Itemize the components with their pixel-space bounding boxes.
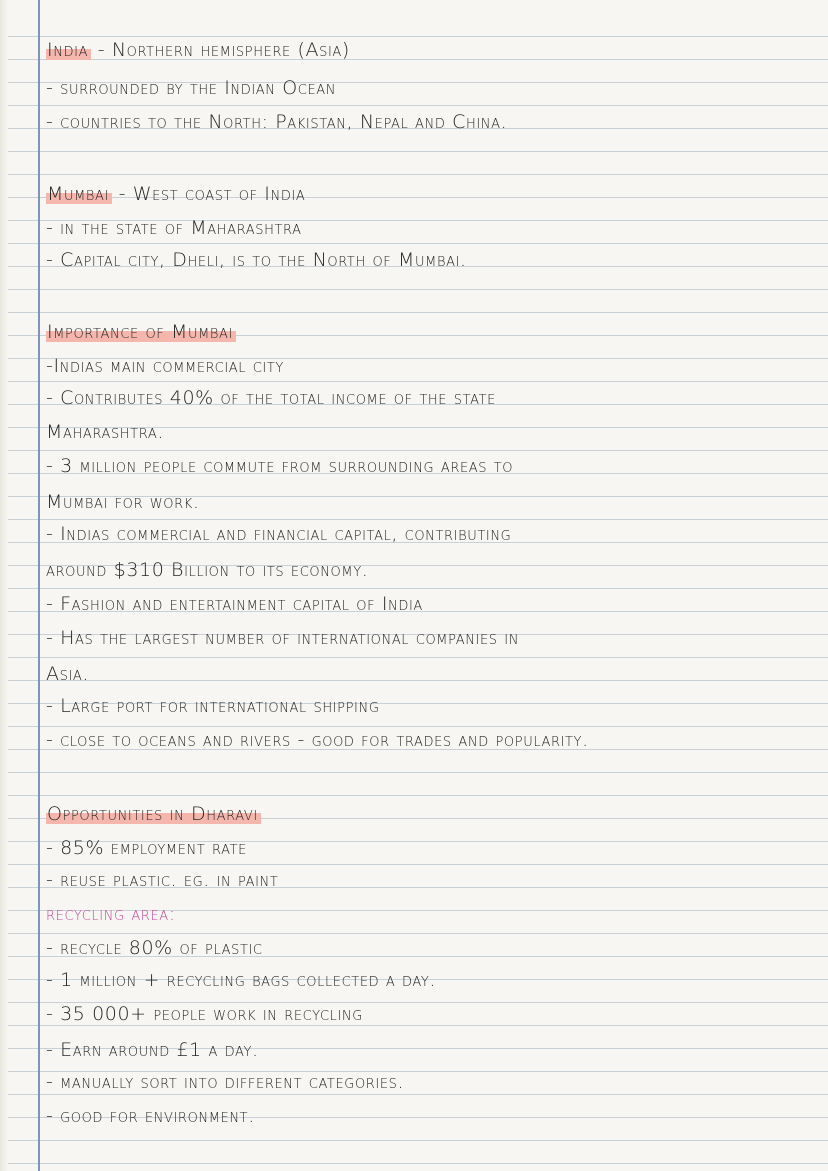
- importance-line-10: Asia.: [46, 663, 90, 685]
- importance-line-9: - Has the largest number of international companies in: [46, 627, 520, 649]
- recycling-line-6: - good for environment.: [46, 1105, 255, 1127]
- importance-line-1: -Indias main commercial city: [46, 355, 284, 377]
- recycling-line-2: - 1 million + recycling bags collected a day.: [46, 969, 437, 991]
- mumbai-line-2: - Capital city, Dheli, is to the North of Mumbai.: [46, 249, 467, 271]
- importance-line-5: Mumbai for work.: [46, 491, 200, 513]
- importance-line-6: - Indias commercial and financial capital, contributing: [46, 523, 512, 545]
- opportunities-heading: [46, 802, 261, 826]
- importance-heading: [46, 320, 236, 344]
- mumbai-title-rest: - West coast of India: [111, 183, 306, 205]
- india-line-1: - surrounded by the Indian Ocean: [46, 77, 337, 99]
- india-line-2: - countries to the North: Pakistan, Nepal and China.: [46, 111, 508, 133]
- recycling-heading: recycling area:: [46, 903, 176, 925]
- recycling-line-1: - recycle 80% of plastic: [46, 937, 263, 959]
- opportunities-line-1: - 85% employment rate: [46, 837, 247, 859]
- india-title-rest: - Northern hemisphere (Asia): [91, 39, 350, 61]
- mumbai-line-1: - in the state of Maharashtra: [46, 217, 302, 239]
- india-heading: [46, 38, 350, 62]
- importance-line-8: - Fashion and entertainment capital of India: [46, 593, 423, 615]
- india-title: India: [46, 39, 91, 61]
- importance-line-11: - Large port for international shipping: [46, 695, 380, 717]
- importance-line-3: Maharashtra.: [46, 421, 164, 443]
- mumbai-title: Mumbai: [46, 183, 112, 205]
- importance-line-12: - close to oceans and rivers - good for trades and popularity.: [46, 729, 589, 751]
- importance-line-2: - Contributes 40% of the total income of the state: [46, 387, 496, 409]
- importance-title: Importance of Mumbai: [46, 321, 236, 343]
- recycling-line-5: - manually sort into different categories.: [46, 1071, 405, 1093]
- opportunities-line-2: - reuse plastic. eg. in paint: [46, 869, 279, 891]
- opportunities-title: Opportunities in Dharavi: [46, 803, 261, 825]
- recycling-line-3: - 35 000+ people work in recycling: [46, 1003, 363, 1025]
- importance-line-7: around $310 Billion to its economy.: [46, 559, 369, 581]
- mumbai-heading: [46, 182, 305, 206]
- recycling-line-4: - Earn around £1 a day.: [46, 1039, 259, 1061]
- importance-line-4: - 3 million people commute from surrounding areas to: [46, 455, 514, 477]
